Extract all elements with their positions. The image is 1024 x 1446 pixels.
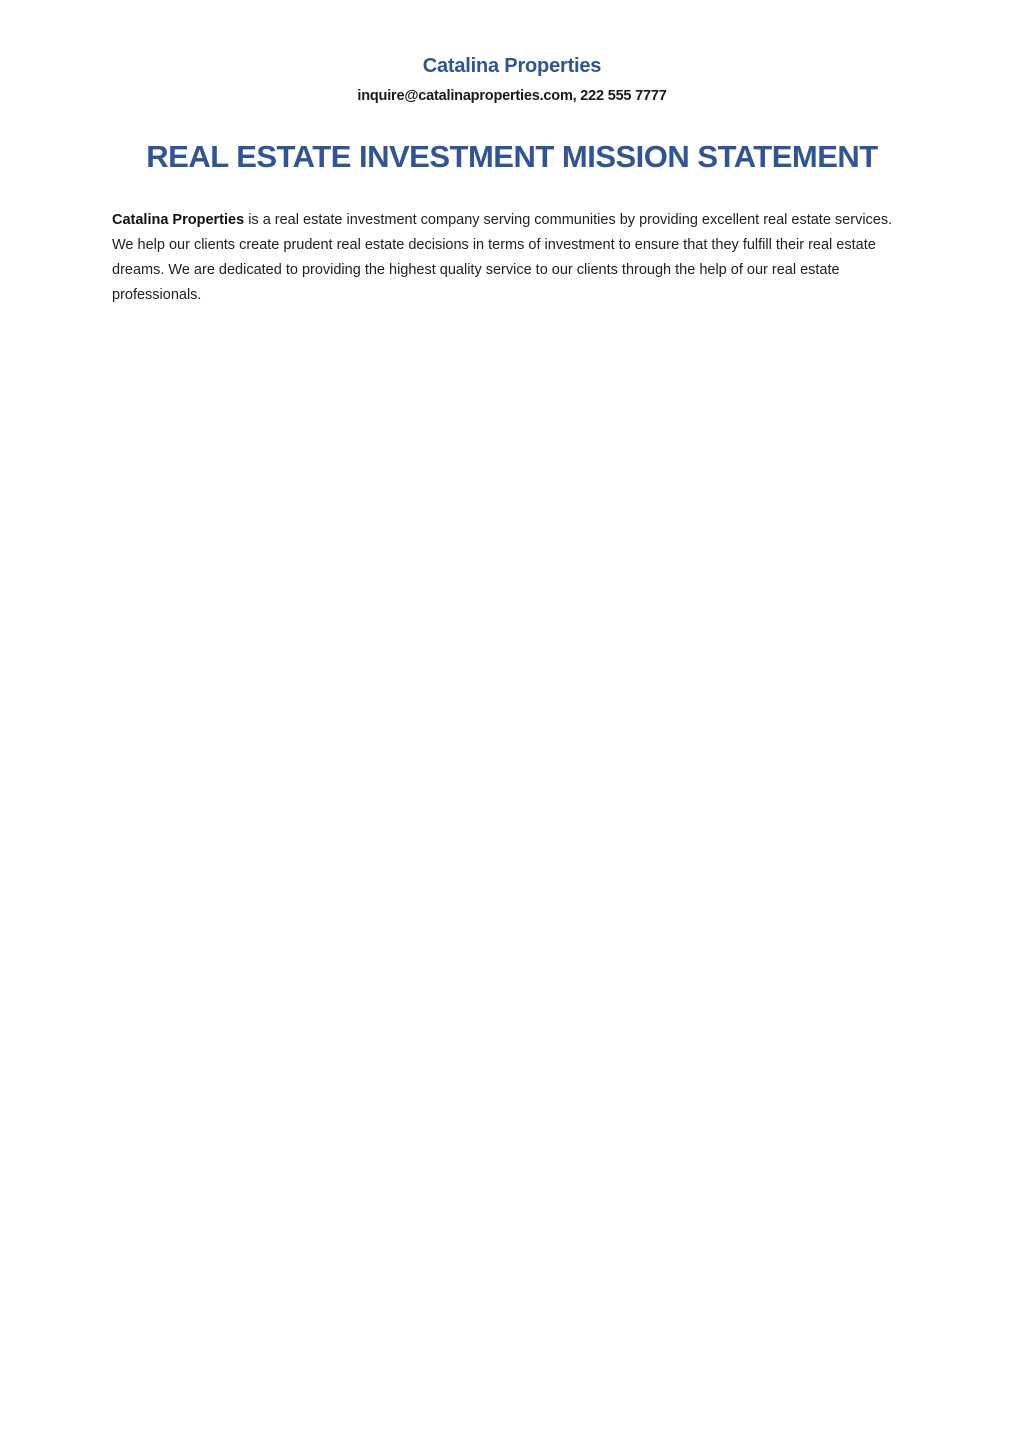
company-name: Catalina Properties — [422, 55, 602, 77]
letterhead — [0, 52, 1024, 106]
contact-info: inquire@catalinaproperties.com, 222 555 7777 — [357, 88, 667, 104]
document-title: REAL ESTATE INVESTMENT MISSION STATEMENT — [146, 139, 878, 174]
paragraph-text: is a real estate investment company serving communities by providing excellent real estate services. We help our clients create prudent real estate decisions in terms of investment to ensure that they fulfill their real estate dreams. We are dedicated to providing the highest quality service to our clients through the help of our real estate professionals. — [112, 212, 893, 303]
paragraph-lead: Catalina Properties — [112, 212, 245, 228]
mission-paragraph — [112, 208, 912, 308]
